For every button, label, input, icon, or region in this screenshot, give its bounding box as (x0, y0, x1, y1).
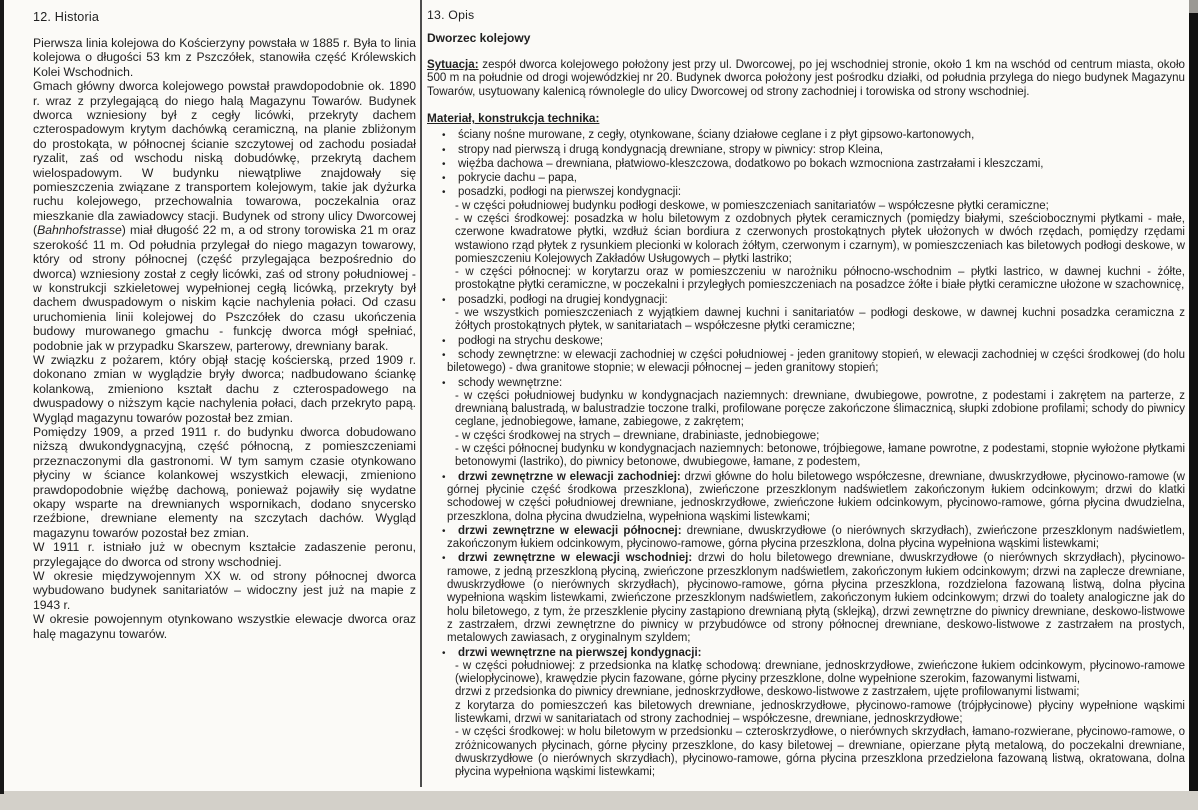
bullet-text: drzwi do holu biletowego drewniane, dwuskrzydłowe (o nierównych skrzydłach), płycinowo-ramowe, z jedną przeszkloną płyciną, zwieńczone przeszklonym nadświetlem, zakończonym łukiem odcinkowym; drzwi na zaplecze drewniane, dwuskrzydłowe (o nierównych skrzydłach), płycinowo-ramowe, górna płycina przeszklona, rozdzielona fazowaną listwą, dolna płycina wypełniona wąskim listewkami, zwieńczone przeszklonym nadświetlem, zakończonym łukiem odcinkowym; drzwi do toalety analogiczne jak do holu biletowego, z tym, że przeszklenie płyciny zastąpiono drewnianą płytą (sklejką), drzwi zewnętrzne do piwnicy drewniane, deskowo-listwowe z zastrzałem, drzwi zewnętrzne do piwnicy w przybudówce od strony północnej drewniane, deskowo-listwowe z zastrzałem na prostych, metalowych zawiasach, z oryginalnym szyldem; (447, 552, 1186, 645)
bullet-icon: • (442, 647, 446, 659)
bullet-text: schody wewnętrzne: (458, 376, 563, 389)
bullet-subline: z korytarza do pomieszczeń kas biletowych drewniane, jednoskrzydłowe, płycinowo-ramowe (trójpłycinowe) płyciny wypełnione wąskimi listewkami, drzwi w sanitariatach od strony zachodniej – współczesne, drewniane, jednoskrzydłowe; (455, 699, 1185, 725)
bullet-icon: • (442, 471, 446, 483)
bullet-icon: • (442, 553, 446, 565)
bullet-subline: drzwi z przedsionka do piwnicy drewniane, jednoskrzydłowe, deskowo-listwowe z zastrzałem, ujęte profilowanymi listwami; (455, 686, 1080, 699)
situation-text: zespół dworca kolejowego położony jest przy ul. Dworcowej, po jej wschodniej stronie, około 1 km na wschód od centrum miasta, około 500 m na południe od drogi wojewódzkiej nr 20. Budynek dworca położony jest pośrodku działki, od południa przylega do niego budynek Magazynu Towarów, usytuowany kalenicą równolegle do ulicy Dworcowej od strony zachodniej i torowiska od strony wschodniej. (427, 58, 1185, 98)
bullet-icon: • (442, 377, 446, 389)
bullet-icon: • (442, 187, 446, 199)
historia-paragraph-5: W 1911 r. istniało już w obecnym kształcie zadaszenie peronu, przylegające do dworca od strony wschodniej. (33, 540, 416, 569)
bullet-schody-wewnetrzne (427, 377, 1185, 470)
bullet-icon: • (442, 349, 446, 361)
bullet-pokrycie (427, 172, 1185, 185)
bullet-podlogi-strych (427, 335, 1185, 348)
scan-edge-bottom (0, 791, 1198, 810)
scan-edge-left (0, 0, 4, 794)
bullet-icon: • (442, 335, 446, 347)
bullet-posadzki-2 (427, 294, 1185, 334)
opis-heading: 13. Opis (427, 8, 475, 22)
situation-paragraph (427, 58, 1185, 98)
bullet-subline: - w części północnej budynku w kondygnacjach naziemnych: betonowe, trójbiegowe, łamane powrotne, z podestami, stopnie wyłożone płytkami betonowymi (lastriko), do piwnicy betonowe, dwubiegowe, łamane, z podestem, (455, 443, 1186, 469)
historia-paragraph-1: Pierwsza linia kolejowa do Kościerzyny powstała w 1885 r. Była to linia kolejowa o długości 53 km z Pszczółek, stanowiła część Królewskich Kolei Wschodnich. (33, 36, 416, 79)
section-historia (33, 10, 416, 641)
bullet-drzwi-wschodnia (427, 552, 1185, 645)
bullet-subline: - w części południowej budynku podłogi deskowe, w pomieszczeniach sanitariatów – współczesne płytki ceramiczne; (455, 199, 1049, 212)
historia-paragraph-2-italic: Bahnhofstrasse (37, 223, 122, 238)
historia-paragraph-6: W okresie międzywojennym XX w. od strony północnej dworca wybudowano budynek sanitariatów – widoczny jest już na mapie z 1943 r. (33, 569, 416, 612)
bullet-text: posadzki, podłogi na pierwszej kondygnacji: (458, 186, 682, 199)
material-heading: Materiał, konstrukcja technika: (427, 111, 600, 126)
bullet-text: drzwi główne do holu biletowego współczesne, drewniane, dwuskrzydłowe, płycinowo-ramowe (w górnej płycinie część środkowa przeszklona), zwieńczone przeszklonym nadświetlem zakończonym łukiem odcinkowym; drzwi do klatki schodowej w części południowej drewniane, jednoskrzydłowe, zwieńczone łukiem odcinkowym, płycinowo-ramowe, górna płycina dwudzielna, przeszklona, dolna płycina dwudzielna, wypełniona wąskimi listewkami; (447, 470, 1185, 523)
historia-heading: 12. Historia (33, 10, 100, 24)
historia-paragraph-2 (33, 79, 416, 353)
historia-paragraph-2-text-cont: ) miał długość 22 m, a od strony torowiska 21 m oraz szerokość 11 m. Od południa przylegał do niego magazyn towarowy, który od strony północnej (część przylegająca bezpośrednio do dworca) wzniesiony został z cegły licówki, zaś od strony południowej - w konstrukcji szkieletowej wypełnionej cegłą licówką, przekryty był dachem dwuspadowym o niskim kącie nachylenia połaci. Od czasu uruchomienia linii kolejowej do Pszczółek do czasu ukończenia budowy murowanego gmachu - funkcję dworca mógł spełniać, podobnie jak w przypadku Skarszew, parterowy, drewniany barak. (33, 223, 416, 353)
historia-paragraph-3: W związku z pożarem, który objął stację kościerską, przed 1909 r. dokonano zmian w wyglądzie bryły dworca; nadbudowano ściankę kolankową, zmieniono kształt dachu z czterospadowego na dwuspadowy o niższym kącie nachylenia połaci, dach przekryto papą. Wygląd magazynu towarów pozostał bez zmian. (33, 352, 416, 425)
bullet-schody-zewnetrzne (427, 349, 1185, 376)
material-bullet-list (427, 129, 1185, 779)
bullet-sciany (427, 129, 1185, 142)
historia-paragraph-7: W okresie powojennym otynkowano wszystkie elewacje dworca oraz halę magazynu towarów. (33, 612, 416, 641)
bullet-text: podłogi na strychu deskowe; (458, 334, 604, 347)
situation-label: Sytuacja: (427, 58, 479, 71)
bullet-icon: • (442, 158, 446, 170)
bullet-subline: - we wszystkich pomieszczeniach z wyjątkiem dawnej kuchni i sanitariatów – podłogi deskowe, w dawnej kuchni posadzka ceramiczna z żółtych prostokątnych płytek, w sanitariatach – współczesne płytki ceramiczne; (455, 307, 1185, 333)
bullet-bold-lead: drzwi zewnętrzne w elewacji zachodniej: (458, 470, 681, 483)
bullet-wiezba (427, 158, 1185, 171)
opis-subheading: Dworzec kolejowy (427, 31, 531, 45)
bullet-drzwi-wewnetrzne (427, 647, 1185, 780)
historia-paragraph-2-text: Gmach główny dworca kolejowego powstał prawdopodobnie ok. 1890 r. wraz z przylegającą do niego halą Magazynu Towarów. Budynek dworca wzniesiony był z cegły licówki, przekryty dachem czterospadowym krytym dachówką ceramiczną, na planie zbliżonym do prostokąta, w północnej ścianie szczytowej od zachodu posiadał ryzalit, zaś od wschodu niską dobudówkę, przekrytą dachem wielospadowym. W budynku niewątpliwe znajdowały się pomieszczenia związane z transportem kolejowym, takie jak dyżurka ruchu kolejowego, przechowalnia towarowa, poczekalnia oraz mieszkanie dla zawiadowcy stacji. Budynek od strony ulicy Dworcowej ( (33, 79, 416, 238)
column-divider-line (420, 0, 422, 787)
bullet-drzwi-polnocna (427, 525, 1185, 552)
bullet-text: stropy nad pierwszą i drugą kondygnacją drewniane, stropy w piwnicy: strop Kleina, (458, 143, 884, 156)
historia-paragraph-4: Pomiędzy 1909, a przed 1911 r. do budynku dworca dobudowano niższą dwukondygnacyjną, część północną, z pomieszczeniami przeznaczonymi dla gastronomi. W tym samym czasie otynkowano płyciny w ściance kolankowej wszystkich elewacji, zmieniono prawdopodobnie więźbę dachową, ponieważ pojawiły się wydatne okapy wsparte na drewnianych wspornikach, dodano snycersko rzeźbione, drewniane elementy na szczytach dachów. Wygląd magazynu towarów pozostał bez zmian. (33, 424, 416, 540)
bullet-icon: • (442, 525, 446, 537)
scan-edge-right (1189, 13, 1198, 791)
bullet-subline: - w części środkowej: w holu biletowym w przedsionku – czteroskrzydłowe, o nierównych skrzydłach, łamano-rozwierane, płycinowo-ramowe, o zróżnicowanych płycinach, górne płyciny przeszklone, do kasy biletowej – drewniane, opierzane płytą metalową, do poczekalni drewniane, dwuskrzydłowe (o nierównych skrzydłach), płycinowo-ramowe, górna płycina przeszklona przedzielona fazowaną listwą, okratowana, dolna płycina wypełniona wąskimi listewkami; (455, 726, 1185, 779)
bullet-bold-lead: drzwi zewnętrzne w elewacji północnej: (458, 524, 682, 537)
bullet-subline: - w części północnej: w korytarzu oraz w pomieszczeniu w narożniku północno-wschodnim – płytki lastrico, w dawnej kuchni - żółte, prostokątne płytki ceramiczne, w poczekalni i przyległych pomieszczeniach na posadzce żółte i białe płytki ceramiczne ułożone w szachownicę, (455, 266, 1185, 292)
bullet-text: schody zewnętrzne: w elewacji zachodniej w części południowej - jeden granitowy stopień, w elewacji zachodniej w części środkowej (do holu biletowego) - dwa granitowe stopnie; w elewacji północnej – jeden granitowy stopień; (447, 348, 1185, 375)
section-opis (427, 8, 1185, 780)
bullet-text: ściany nośne murowane, z cegły, otynkowane, ściany działowe ceglane i z płyt gipsowo-kartonowych, (458, 129, 975, 142)
bullet-subline: - w części środkowej na strych – drewniane, drabiniaste, jednobiegowe; (455, 429, 820, 442)
scan-corner-top-right (1189, 0, 1198, 13)
bullet-text: drewniane, dwuskrzydłowe (o nierównych skrzydłach), zwieńczone przeszklonym nadświetlem, zakończonym łukiem odcinkowym, płycinowo-ramowe, górna płycina przeszklona, dolna płycina wypełniona wąskimi listewkami; (447, 524, 1185, 551)
bullet-drzwi-zachodnia (427, 471, 1185, 524)
bullet-subline: - w części południowej budynku w kondygnacjach naziemnych: drewniane, dwubiegowe, powrotne, z podestami i zakrętem na parterze, z drewnianą balustradą, w balustradzie toczone tralki, profilowane poręcze zakończone ślimacznicą, słupki zdobione profilami; schody do piwnicy ceglane, jednobiegowe, łamane, zabiegowe, z zakrętem; (455, 389, 1185, 429)
bullet-icon: • (442, 173, 446, 185)
bullet-posadzki-1 (427, 186, 1185, 292)
bullet-bold-lead: drzwi wewnętrzne na pierwszej kondygnacji: (458, 646, 702, 659)
bullet-subline: - w części południowej: z przedsionka na klatkę schodową: drewniane, jednoskrzydłowe, zwieńczone łukiem odcinkowym, płycinowo-ramowe (wielopłycinowe), krawędzie płycin fazowane, górne płyciny przeszklone, dolne wypełnione szerokim, fazowanymi listwami, (455, 659, 1185, 686)
bullet-text: pokrycie dachu – papa, (458, 172, 577, 185)
bullet-text: posadzki, podłogi na drugiej kondygnacji: (458, 293, 668, 306)
bullet-text: więźba dachowa – drewniana, płatwiowo-kleszczowa, dodatkowo po bokach wzmocniona zastrzałami i kleszczami, (458, 157, 1044, 170)
bullet-stropy (427, 144, 1185, 157)
bullet-icon: • (442, 130, 446, 142)
bullet-icon: • (442, 294, 446, 306)
bullet-bold-lead: drzwi zewnętrzne w elewacji wschodniej: (458, 552, 693, 565)
bullet-icon: • (442, 144, 446, 156)
bullet-subline: - w części środkowej: posadzka w holu biletowym z ozdobnych płytek ceramicznych (pomiędzy białymi, sześciobocznymi płytkami - małe, czerwone kwadratowe płytki, wzdłuż ścian bordiura z czerwonych prostokątnych płytek ułożonych w dwóch rzędach, pomiędzy rzędami wstawiono rząd płytek z rysunkiem plecionki w kolorach żółtym, czerwonym i czarnym), w pomieszczeniach kas biletowych podłogi deskowe, w pomieszczeniu Kolejowych Zakładów Usługowych – płytki lastriko; (455, 213, 1185, 265)
